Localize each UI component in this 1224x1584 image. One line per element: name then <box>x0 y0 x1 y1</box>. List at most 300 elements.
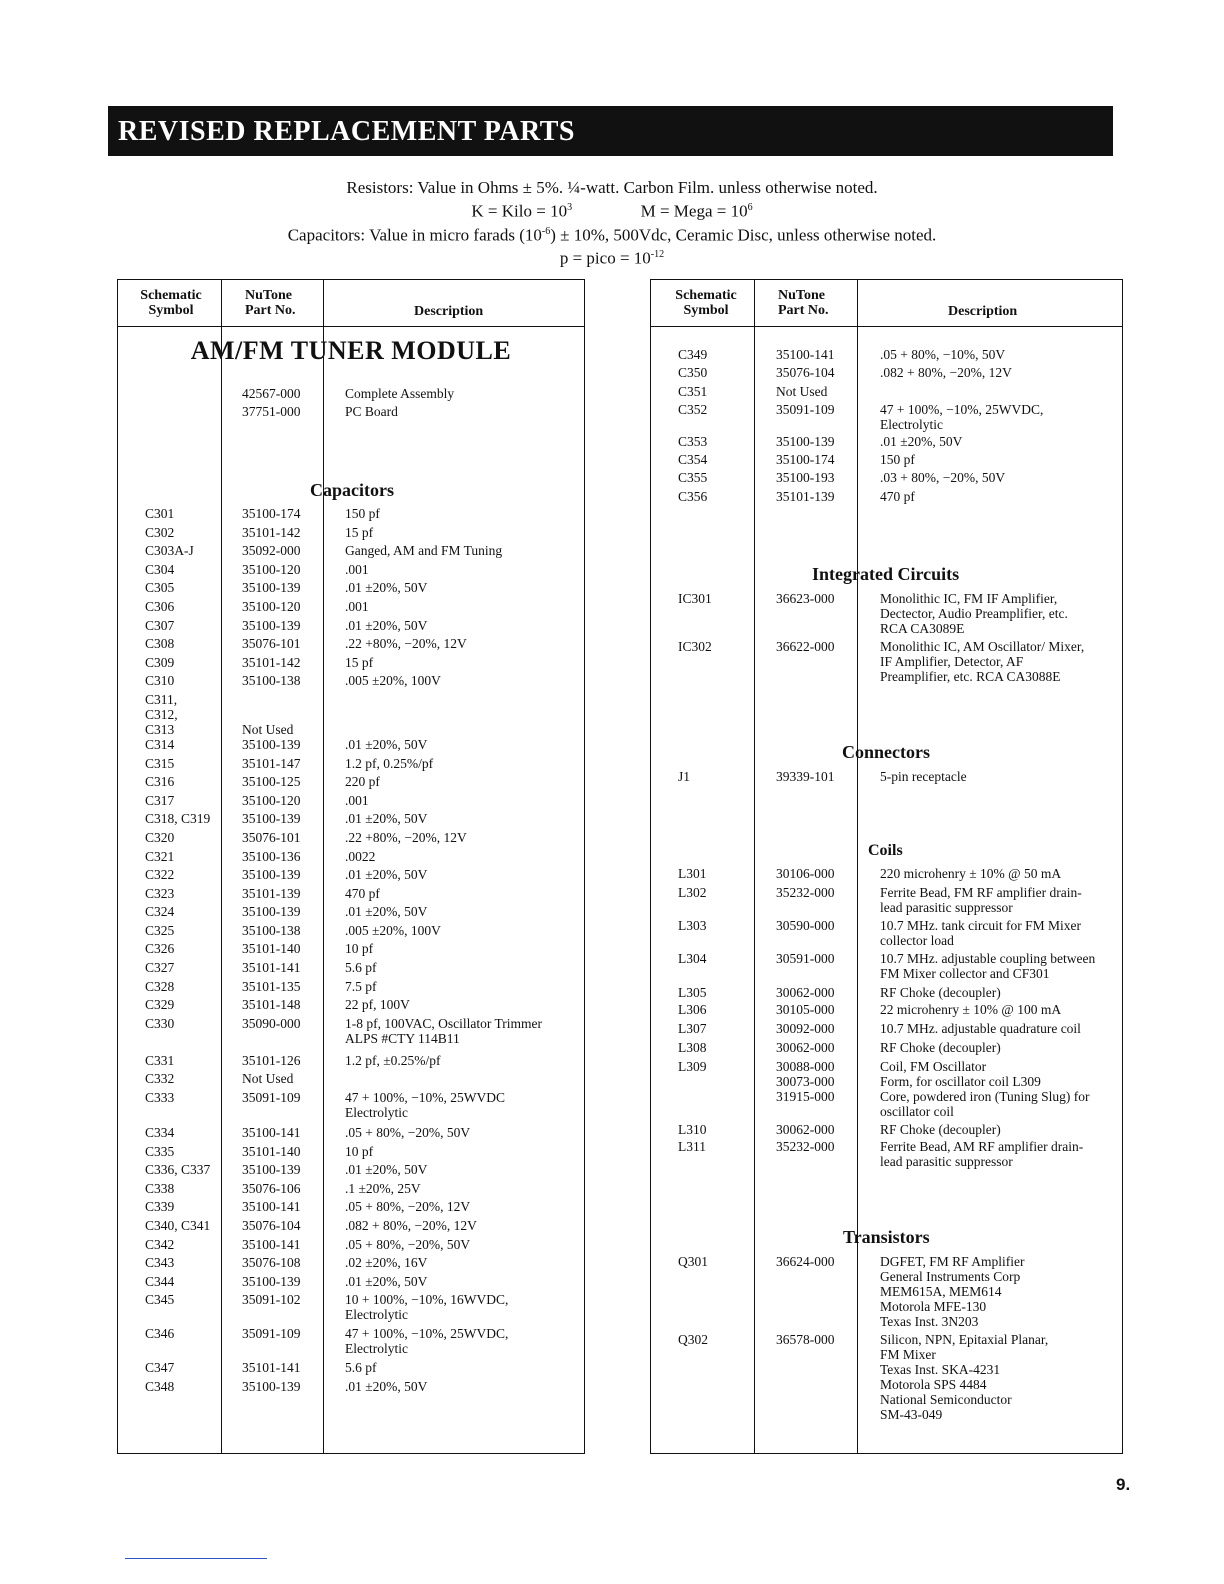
part-number-cell: Not Used <box>776 383 828 399</box>
symbol-cell: L310 <box>678 1122 707 1137</box>
description-cell: 10 + 100%, −10%, 16WVDC, Electrolytic <box>345 1292 509 1323</box>
part-number-cell: 35076-101 <box>242 636 301 652</box>
symbol-cell: C322 <box>145 867 175 883</box>
section-transistors: Transistors <box>843 1227 930 1247</box>
symbol-cell: C324 <box>145 904 175 920</box>
symbol-cell: C335 <box>145 1143 175 1159</box>
symbol-cell: C352 <box>678 401 708 417</box>
symbol-cell: C309 <box>145 654 175 670</box>
part-number-cell: 35100-174 <box>242 506 301 521</box>
table-row <box>118 543 584 562</box>
symbol-cell: C333 <box>145 1090 175 1106</box>
part-number-cell: 35090-000 <box>242 1015 301 1031</box>
table-row <box>651 365 1122 383</box>
part-number-cell: 35076-106 <box>242 1180 301 1196</box>
parts-table-right <box>650 279 1123 1454</box>
part-number-cell: 35101-147 <box>242 755 301 771</box>
part-number-cell: 35100-139 <box>242 1162 301 1178</box>
symbol-cell: C320 <box>145 829 175 845</box>
header-divider <box>651 326 1122 327</box>
description-cell: Ferrite Bead, FM RF amplifier drain- lead parasitic suppressor <box>880 885 1082 915</box>
section-integrated-circuits: Integrated Circuits <box>812 564 960 584</box>
symbol-cell: C307 <box>145 617 175 633</box>
description-cell: 47 + 100%, −10%, 25WVDC, Electrolytic <box>880 401 1044 432</box>
description-cell: 150 pf <box>345 506 380 521</box>
description-cell: Complete Assembly <box>345 386 455 401</box>
description-cell: 15 pf <box>345 524 374 540</box>
symbol-cell: C356 <box>678 488 708 504</box>
symbol-cell: IC301 <box>678 591 712 606</box>
table-row <box>118 1360 584 1379</box>
table-row <box>118 849 584 868</box>
part-number-cell: 35101-139 <box>242 885 301 901</box>
description-cell: RF Choke (decoupler) <box>880 985 1001 1000</box>
part-number-cell: 35100-138 <box>242 673 301 689</box>
header-part: NuTone Part No. <box>778 288 829 318</box>
ic-rows <box>651 591 1122 687</box>
table-row <box>118 404 584 422</box>
part-number-cell: 35100-139 <box>242 736 301 752</box>
part-number-cell: 36622-000 <box>776 639 835 654</box>
table-row <box>118 580 584 599</box>
section-connectors: Connectors <box>842 742 930 762</box>
symbol-cell: C305 <box>145 580 175 596</box>
table-row <box>118 1125 584 1144</box>
symbol-cell: C353 <box>678 433 708 449</box>
table-row <box>651 402 1122 434</box>
part-number-cell: 35100-174 <box>776 452 835 468</box>
part-number-cell: 30591-000 <box>776 951 835 966</box>
table-row <box>118 1090 584 1125</box>
description-cell: .03 + 80%, −20%, 50V <box>880 470 1006 486</box>
part-number-cell: 30105-000 <box>776 1002 835 1017</box>
description-cell: 7.5 pf <box>345 978 377 994</box>
page-number: 9. <box>1116 1475 1131 1494</box>
description-cell: RF Choke (decoupler) <box>880 1122 1001 1137</box>
symbol-cell: J1 <box>678 769 691 784</box>
part-number-cell: 35101-135 <box>242 978 301 994</box>
symbol-cell: C330 <box>145 1015 175 1031</box>
table-row <box>118 886 584 905</box>
part-number-cell: 35091-109 <box>776 401 835 417</box>
symbol-cell: L309 <box>678 1059 707 1074</box>
table-row <box>118 923 584 942</box>
part-number-cell: 37751-000 <box>242 404 301 419</box>
part-number-cell: 35101-140 <box>242 1143 301 1159</box>
description-cell: Ganged, AM and FM Tuning <box>345 543 503 559</box>
description-cell: 10 pf <box>345 941 374 957</box>
description-cell: Monolithic IC, FM IF Amplifier, Dectector, Audio Preamplifier, etc. RCA CA3089E <box>880 591 1068 636</box>
part-number-cell: 36624-000 <box>776 1254 835 1269</box>
part-number-cell: 35092-000 <box>242 543 301 559</box>
description-cell: .22 +80%, −20%, 12V <box>345 829 467 845</box>
description-cell: 15 pf <box>345 654 374 670</box>
table-row <box>118 636 584 655</box>
table-row <box>651 591 1122 639</box>
symbol-cell: C351 <box>678 383 708 399</box>
description-cell: 150 pf <box>880 452 915 468</box>
table-row <box>651 639 1122 687</box>
description-cell: .01 ±20%, 50V <box>345 1378 428 1394</box>
description-cell: 10 pf <box>345 1143 374 1159</box>
table-row <box>651 866 1122 885</box>
header-symbol: Schematic Symbol <box>140 288 202 318</box>
table-row <box>651 434 1122 452</box>
part-number-cell: 30092-000 <box>776 1021 835 1036</box>
part-number-cell: 35232-000 <box>776 1139 835 1154</box>
description-cell: 1.2 pf, ±0.25%/pf <box>345 1052 441 1068</box>
table-row <box>118 1237 584 1256</box>
part-number-cell: 35100-139 <box>242 811 301 827</box>
description-cell: 10.7 MHz. tank circuit for FM Mixer collector load <box>880 918 1081 948</box>
description-cell: .005 ±20%, 100V <box>345 922 441 938</box>
symbol-cell: C314 <box>145 736 175 752</box>
part-number-cell: 30088-000 30073-000 31915-000 <box>776 1059 835 1104</box>
table-row <box>118 525 584 544</box>
description-cell: .02 ±20%, 16V <box>345 1255 428 1271</box>
part-number-cell: 35076-104 <box>242 1218 301 1233</box>
symbol-cell: C302 <box>145 524 175 540</box>
symbol-cell: C347 <box>145 1360 175 1376</box>
part-number-cell: 35101-148 <box>242 997 301 1013</box>
description-cell: .05 + 80%, −20%, 50V <box>345 1236 471 1252</box>
symbol-cell: C328 <box>145 978 175 994</box>
symbol-cell: C345 <box>145 1292 175 1308</box>
symbol-cell: L308 <box>678 1040 707 1055</box>
description-cell: Monolithic IC, AM Oscillator/ Mixer, IF Amplifier, Detector, AF Preamplifier, etc. RCA CA3088E <box>880 639 1085 684</box>
symbol-cell: C355 <box>678 470 708 486</box>
description-cell: 5-pin receptacle <box>880 769 967 784</box>
symbol-cell: C318, C319 <box>145 811 211 827</box>
description-cell: .001 <box>345 561 369 577</box>
parts-table-left <box>117 279 585 1454</box>
part-number-cell: 35100-136 <box>242 848 301 864</box>
symbol-cell: L304 <box>678 951 707 966</box>
description-cell: .05 + 80%, −20%, 50V <box>345 1125 471 1141</box>
table-row <box>118 737 584 756</box>
table-row <box>651 951 1122 985</box>
symbol-cell: Q301 <box>678 1254 708 1269</box>
description-cell: .22 +80%, −20%, 12V <box>345 636 467 652</box>
description-cell: .05 + 80%, −10%, 50V <box>880 347 1006 362</box>
table-row <box>651 885 1122 918</box>
part-number-cell: 35076-104 <box>776 365 835 381</box>
table-row <box>118 1071 584 1090</box>
table-row <box>118 1162 584 1181</box>
part-number-cell: Not Used <box>242 1071 294 1087</box>
description-cell: Silicon, NPN, Epitaxial Planar, FM Mixer Texas Inst. SKA-4231 Motorola SPS 4484 National Semiconductor SM-43-049 <box>880 1332 1049 1422</box>
part-number-cell: 36578-000 <box>776 1332 835 1347</box>
description-cell: .0022 <box>345 848 376 864</box>
part-number-cell: 35101-141 <box>242 960 301 976</box>
table-row <box>118 692 584 737</box>
description-cell: .001 <box>345 598 369 614</box>
header-description: Description <box>414 304 484 319</box>
section-coils: Coils <box>868 842 903 859</box>
description-cell: .05 + 80%, −20%, 12V <box>345 1199 471 1215</box>
symbol-cell: C306 <box>145 598 175 614</box>
coil-rows <box>651 866 1122 1173</box>
table-row <box>118 997 584 1016</box>
symbol-cell: L306 <box>678 1002 707 1017</box>
description-cell: Coil, FM Oscillator Form, for oscillator coil L309 Core, powdered iron (Tuning Slug) for oscillator coil <box>880 1059 1090 1119</box>
description-cell: .01 ±20%, 50V <box>345 1162 428 1178</box>
part-number-cell: 30062-000 <box>776 985 835 1000</box>
symbol-cell: C304 <box>145 561 175 577</box>
symbol-cell: C354 <box>678 452 708 468</box>
part-number-cell: 35101-142 <box>242 654 301 670</box>
description-cell: 220 pf <box>345 774 380 790</box>
symbol-cell: C346 <box>145 1326 175 1342</box>
part-number-cell: 35100-139 <box>242 580 301 596</box>
table-row <box>651 489 1122 507</box>
table-row <box>118 673 584 692</box>
description-cell: .1 ±20%, 25V <box>345 1180 421 1196</box>
table-row <box>118 1379 584 1398</box>
table-row <box>118 1016 584 1053</box>
symbol-cell: C350 <box>678 365 708 381</box>
description-cell: .01 ±20%, 50V <box>345 736 428 752</box>
table-row <box>651 1040 1122 1059</box>
symbol-cell: C311, C312, C313 <box>145 691 178 737</box>
part-number-cell: 35100-120 <box>242 561 301 577</box>
part-number-cell: 35076-108 <box>242 1255 301 1271</box>
part-number-cell: 35100-139 <box>776 433 835 449</box>
description-cell: 47 + 100%, −10%, 25WVDC, Electrolytic <box>345 1326 509 1357</box>
part-number-cell: 35091-109 <box>242 1090 301 1106</box>
table-row <box>118 386 584 404</box>
table-row <box>118 1144 584 1163</box>
table-row <box>651 918 1122 951</box>
part-number-cell: 35091-109 <box>242 1326 301 1342</box>
part-number-cell: 36623-000 <box>776 591 835 606</box>
symbol-cell: L305 <box>678 985 707 1000</box>
symbol-cell: C316 <box>145 774 175 790</box>
table-row <box>651 1332 1122 1422</box>
table-row <box>118 1255 584 1274</box>
symbol-cell: C338 <box>145 1180 175 1196</box>
capacitor-rows <box>118 506 584 1398</box>
description-cell: 5.6 pf <box>345 1360 377 1376</box>
symbol-cell: C339 <box>145 1199 175 1215</box>
legend-capacitors: Capacitors: Value in micro farads $(10^{-6}) \pm 10\%$, 500Vdc, Ceramic Disc, unless otherwise noted. <box>287 225 937 245</box>
value-legend <box>0 178 1224 269</box>
part-number-cell: 35100-139 <box>242 867 301 883</box>
transistor-rows <box>651 1254 1122 1422</box>
symbol-cell: C329 <box>145 997 175 1013</box>
part-number-cell: 35100-139 <box>242 1273 301 1289</box>
table-row <box>651 1139 1122 1173</box>
part-number-cell: 39339-101 <box>776 769 835 784</box>
symbol-cell: Q302 <box>678 1332 708 1347</box>
description-cell: .01 ±20%, 50V <box>345 580 428 596</box>
table-row <box>118 1218 584 1237</box>
table-row <box>118 1199 584 1218</box>
part-number-cell: 35100-141 <box>242 1199 301 1215</box>
part-number-cell: 35100-125 <box>242 774 301 790</box>
description-cell: .005 ±20%, 100V <box>345 673 441 689</box>
description-cell: .01 ±20%, 50V <box>345 904 428 920</box>
table-row <box>118 618 584 637</box>
header-description: Description <box>948 304 1018 319</box>
table-row <box>118 793 584 812</box>
part-number-cell: 35100-193 <box>776 470 835 486</box>
part-number-cell: 30062-000 <box>776 1040 835 1055</box>
table-row <box>118 811 584 830</box>
part-number-cell: 35100-138 <box>242 922 301 938</box>
part-number-cell: 35100-139 <box>242 904 301 920</box>
symbol-cell: C310 <box>145 673 175 689</box>
table-row <box>118 774 584 793</box>
symbol-cell: C349 <box>678 347 708 362</box>
symbol-cell: C323 <box>145 885 175 901</box>
symbol-cell: C343 <box>145 1255 175 1271</box>
part-number-cell: 35101-142 <box>242 524 301 540</box>
symbol-cell: C317 <box>145 792 175 808</box>
description-cell: 22 pf, 100V <box>345 997 410 1013</box>
table-row <box>118 960 584 979</box>
part-number-cell: 35100-141 <box>776 347 835 362</box>
legend-multipliers: K = Kilo = $10^3$ M = Mega = $10^6$ <box>471 201 753 221</box>
header-part: NuTone Part No. <box>245 288 296 318</box>
description-cell: .01 ±20%, 50V <box>345 1273 428 1289</box>
description-cell: 1-8 pf, 100VAC, Oscillator Trimmer ALPS #CTY 114B11 <box>345 1015 543 1046</box>
part-number-cell: 35100-139 <box>242 1378 301 1394</box>
table-row <box>651 1122 1122 1139</box>
part-number-cell: 35100-141 <box>242 1125 301 1141</box>
table-row <box>118 941 584 960</box>
table-row <box>118 1181 584 1200</box>
symbol-cell: C334 <box>145 1125 175 1141</box>
table-row <box>118 1274 584 1293</box>
description-cell: 1.2 pf, 0.25%/pf <box>345 755 434 771</box>
part-number-cell: 35100-120 <box>242 598 301 614</box>
table-row <box>651 1059 1122 1122</box>
description-cell: .082 + 80%, −20%, 12V <box>880 365 1012 381</box>
table-row <box>651 470 1122 488</box>
footer-rule <box>125 1558 267 1559</box>
symbol-cell: C340, C341 <box>145 1218 211 1233</box>
part-number-cell: 35091-102 <box>242 1292 301 1308</box>
legend-resistors: Resistors: Value in Ohms ± 5%. ¼-watt. Carbon Film. unless otherwise noted. <box>346 178 878 197</box>
legend-pico: p = pico = $10^{-12}$ <box>559 248 665 268</box>
description-cell: DGFET, FM RF Amplifier General Instruments Corp MEM615A, MEM614 Motorola MFE-130 Texas Inst. 3N203 <box>880 1254 1025 1329</box>
description-cell: .01 ±20%, 50V <box>345 867 428 883</box>
table-row <box>651 452 1122 470</box>
description-cell: RF Choke (decoupler) <box>880 1040 1001 1055</box>
part-number-cell: 30062-000 <box>776 1122 835 1137</box>
description-cell: Ferrite Bead, AM RF amplifier drain- lead parasitic suppressor <box>880 1139 1084 1169</box>
table-row <box>118 756 584 775</box>
table-row <box>118 1326 584 1360</box>
description-cell: .001 <box>345 792 369 808</box>
part-number-cell: Not Used <box>242 721 294 737</box>
description-cell: 470 pf <box>880 488 915 504</box>
symbol-cell: C348 <box>145 1378 175 1394</box>
capacitor-rows <box>651 347 1122 507</box>
table-row <box>118 867 584 886</box>
part-number-cell: 35100-141 <box>242 1236 301 1252</box>
description-cell: .01 ±20%, 50V <box>345 811 428 827</box>
description-cell: 220 microhenry ± 10% @ 50 mA <box>880 866 1062 881</box>
header-symbol: Schematic Symbol <box>675 288 737 318</box>
symbol-cell: L311 <box>678 1139 706 1154</box>
description-cell: 22 microhenry ± 10% @ 100 mA <box>880 1002 1062 1017</box>
part-number-cell: 35101-140 <box>242 941 301 957</box>
header-divider <box>118 326 584 327</box>
table-row <box>118 979 584 998</box>
table-row <box>651 769 1122 787</box>
symbol-cell: L301 <box>678 866 707 881</box>
part-number-cell: 35101-141 <box>242 1360 301 1376</box>
symbol-cell: C327 <box>145 960 175 976</box>
table-row <box>118 562 584 581</box>
part-number-cell: 35100-120 <box>242 792 301 808</box>
symbol-cell: C303A-J <box>145 543 194 559</box>
section-capacitors: Capacitors <box>310 480 394 500</box>
table-row <box>118 506 584 525</box>
table-row <box>118 830 584 849</box>
symbol-cell: C325 <box>145 922 175 938</box>
symbol-cell: IC302 <box>678 639 712 654</box>
description-cell: .082 + 80%, −20%, 12V <box>345 1218 477 1233</box>
part-number-cell: 35101-139 <box>776 488 835 504</box>
description-cell: 10.7 MHz. adjustable quadrature coil <box>880 1021 1081 1036</box>
symbol-cell: C336, C337 <box>145 1162 211 1178</box>
table-row <box>651 347 1122 365</box>
description-cell: .01 ±20%, 50V <box>345 617 428 633</box>
symbol-cell: C321 <box>145 848 175 864</box>
symbol-cell: C332 <box>145 1071 175 1087</box>
part-number-cell: 30106-000 <box>776 866 835 881</box>
symbol-cell: C331 <box>145 1052 175 1068</box>
symbol-cell: C301 <box>145 506 175 521</box>
description-cell: 10.7 MHz. adjustable coupling between FM Mixer collector and CF301 <box>880 951 1096 981</box>
table-row <box>118 599 584 618</box>
module-title: AM/FM TUNER MODULE <box>190 336 512 365</box>
description-cell: .01 ±20%, 50V <box>880 433 963 449</box>
page-banner: REVISED REPLACEMENT PARTS <box>108 106 1113 156</box>
assembly-rows <box>118 386 584 422</box>
symbol-cell: L307 <box>678 1021 707 1036</box>
part-number-cell: 35232-000 <box>776 885 835 900</box>
description-cell: 47 + 100%, −10%, 25WVDC Electrolytic <box>345 1090 505 1121</box>
part-number-cell: 35076-101 <box>242 829 301 845</box>
table-row <box>118 904 584 923</box>
description-cell: 470 pf <box>345 885 380 901</box>
connector-rows <box>651 769 1122 787</box>
table-row <box>651 1254 1122 1332</box>
description-cell: PC Board <box>345 404 398 419</box>
symbol-cell: L303 <box>678 918 707 933</box>
part-number-cell: 30590-000 <box>776 918 835 933</box>
table-row <box>118 1292 584 1326</box>
symbol-cell: L302 <box>678 885 707 900</box>
table-row <box>118 655 584 674</box>
part-number-cell: 35100-139 <box>242 617 301 633</box>
part-number-cell: 42567-000 <box>242 386 301 401</box>
table-row <box>651 985 1122 1002</box>
description-cell: 5.6 pf <box>345 960 377 976</box>
symbol-cell: C326 <box>145 941 175 957</box>
table-row <box>118 1053 584 1072</box>
symbol-cell: C308 <box>145 636 175 652</box>
symbol-cell: C342 <box>145 1236 175 1252</box>
table-row <box>651 384 1122 402</box>
table-row <box>651 1002 1122 1021</box>
table-row <box>651 1021 1122 1040</box>
part-number-cell: 35101-126 <box>242 1052 301 1068</box>
